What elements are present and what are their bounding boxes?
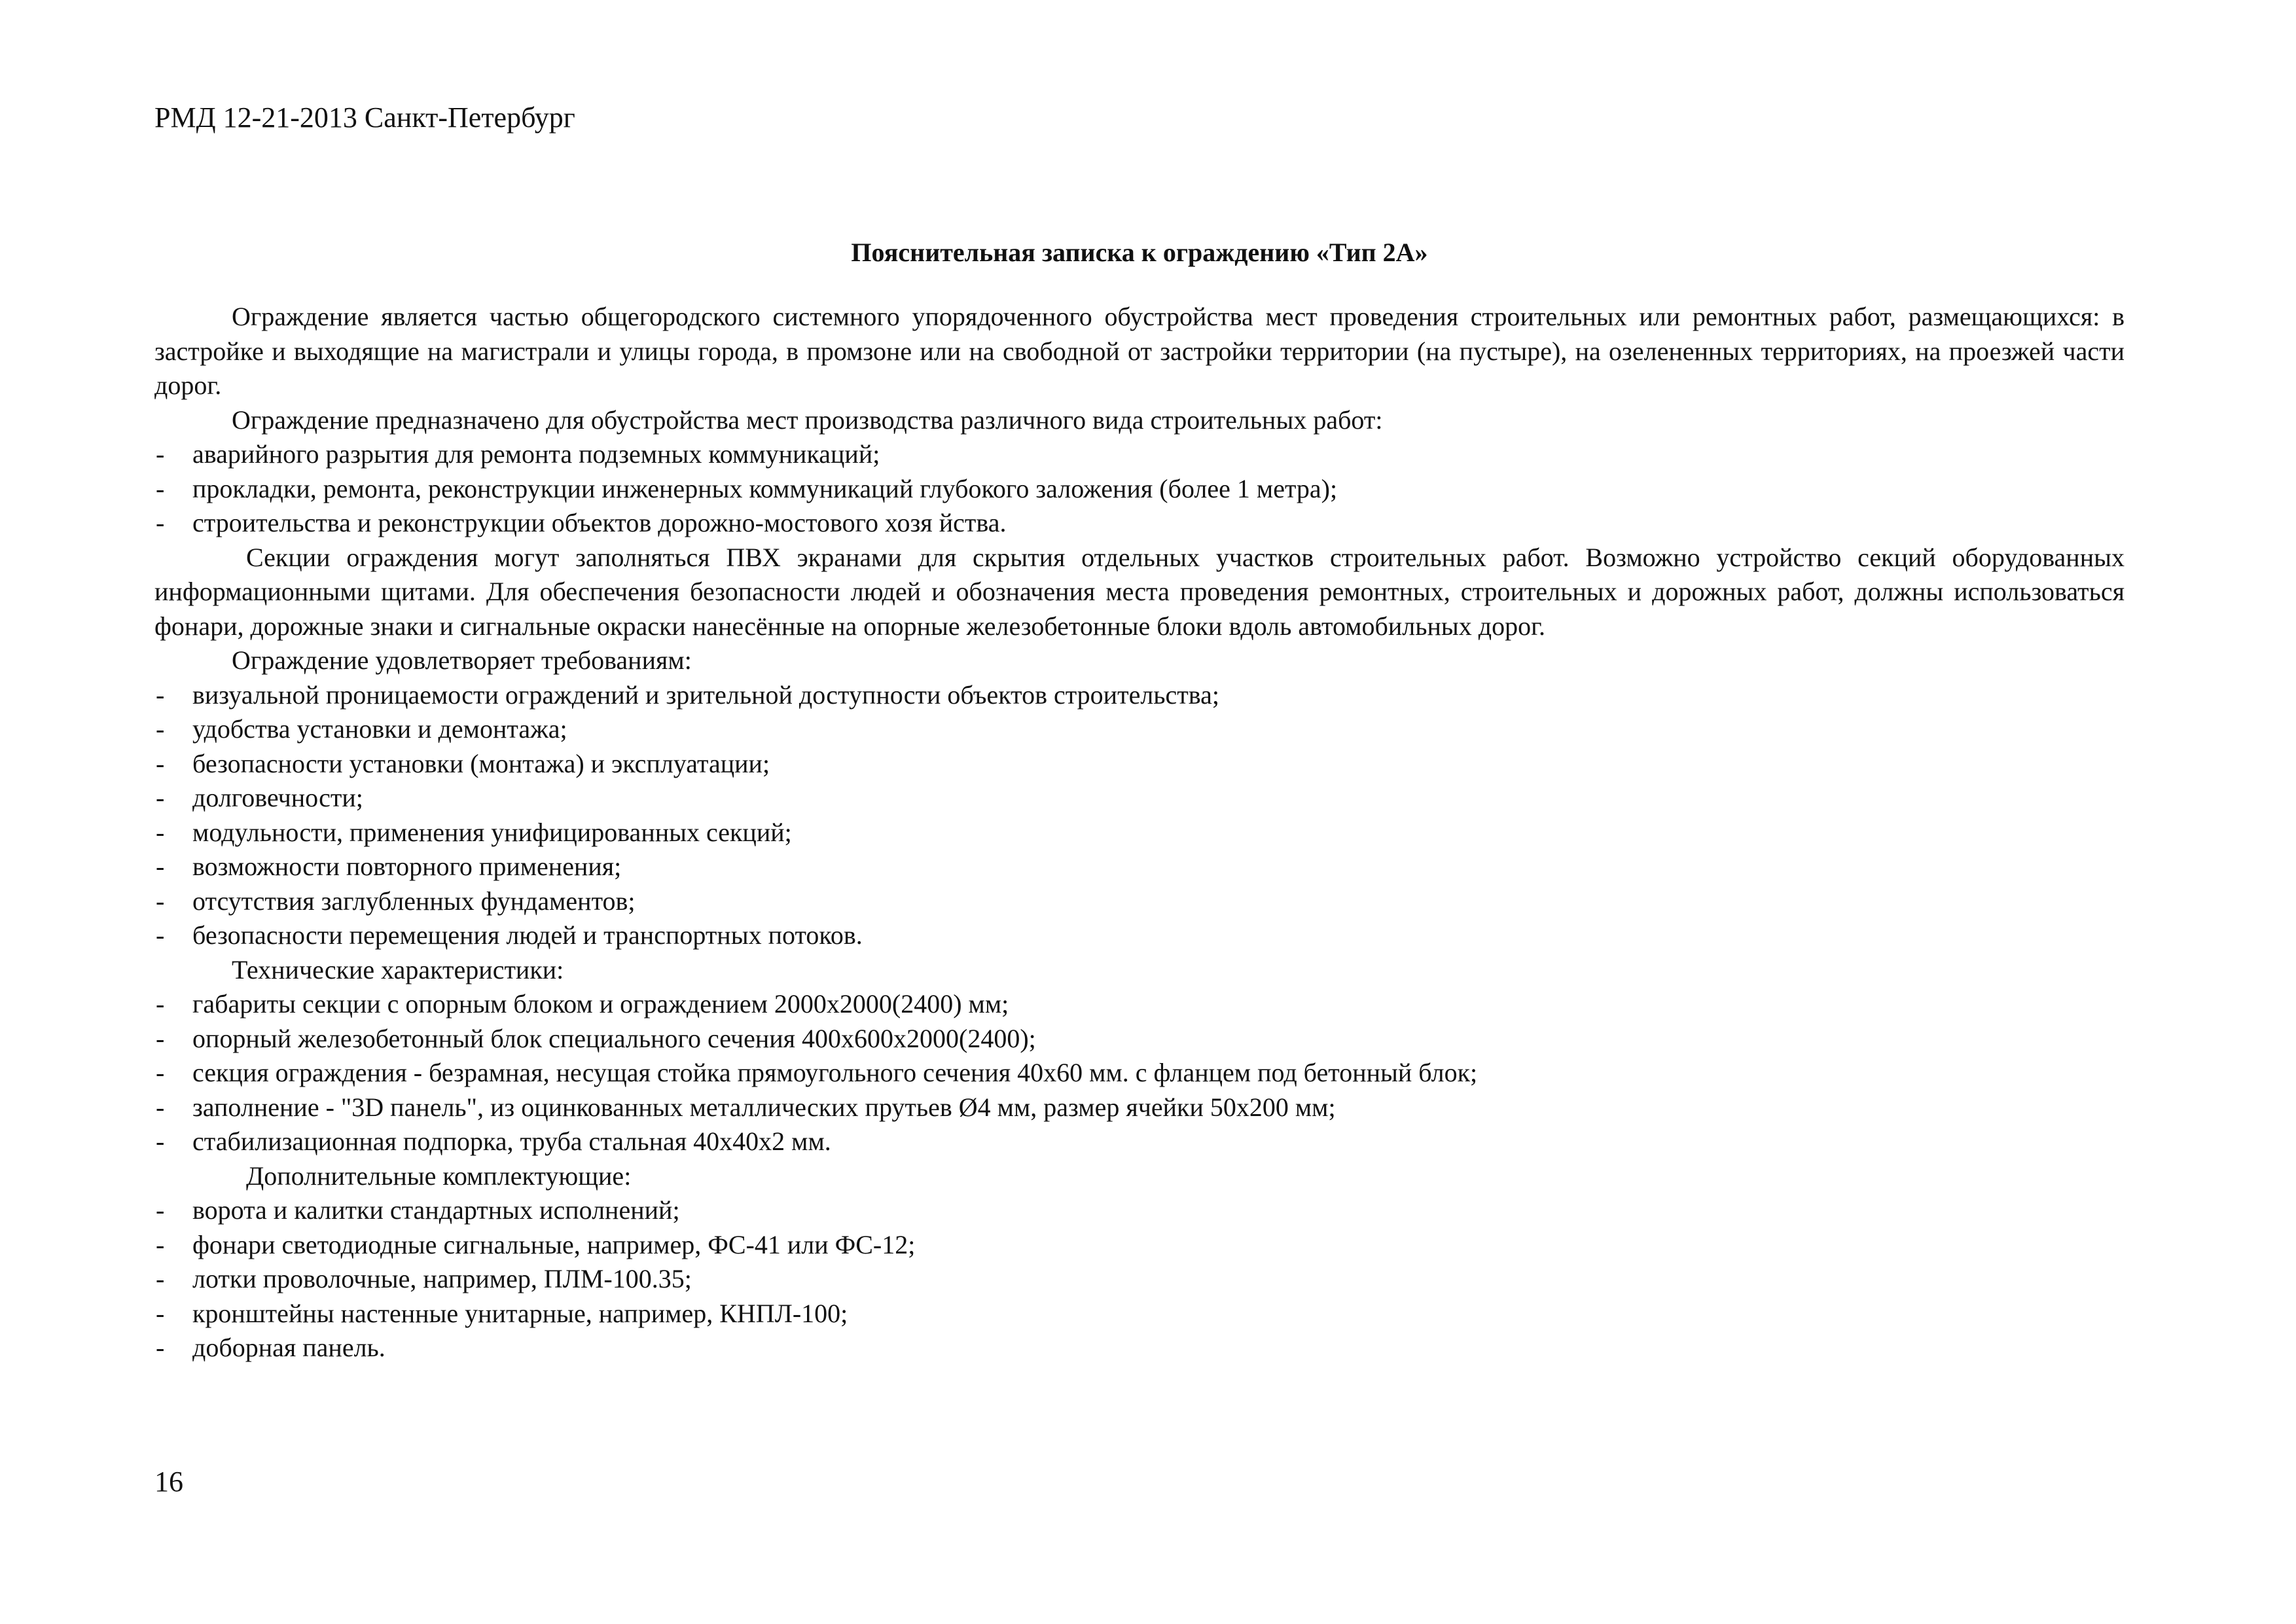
list-item: - безопасности перемещения людей и транспортных потоков. — [154, 918, 2125, 953]
purpose-lead: Ограждение предназначено для обустройства мест производства различного вида строительных работ: — [232, 405, 1383, 435]
bullet-dash: - — [156, 748, 165, 778]
list-item: - возможности повторного применения; — [154, 850, 2125, 884]
list-item: - отсутствия заглубленных фундаментов; — [154, 884, 2125, 919]
list-item: - кронштейны настенные унитарные, например, КНПЛ-100; — [154, 1297, 2125, 1331]
list-item: - аварийного разрытия для ремонта подземных коммуникаций; — [154, 437, 2125, 472]
list-item: - опорный железобетонный блок специального сечения 400х600х2000(2400); — [154, 1022, 2125, 1056]
list-item: - фонари светодиодные сигнальные, например, ФС-41 или ФС-12; — [154, 1228, 2125, 1263]
list-item: - прокладки, ремонта, реконструкции инженерных коммуникаций глубокого заложения (более 1 метра); — [154, 472, 2125, 507]
bullet-dash: - — [156, 817, 165, 847]
bullet-dash: - — [156, 1333, 165, 1362]
list-item: - секция ограждения - безрамная, несущая стойка прямоугольного сечения 40х60 мм. с фланцем под бетонный блок; — [154, 1056, 2125, 1091]
bullet-dash: - — [156, 1195, 165, 1225]
bullet-dash: - — [156, 783, 165, 812]
bullet-dash: - — [156, 508, 165, 537]
bullet-dash: - — [156, 920, 165, 950]
bullet-dash: - — [156, 439, 165, 469]
bullet-dash: - — [156, 1058, 165, 1087]
list-item: - строительства и реконструкции объектов дорожно-мостового хозя йства. — [154, 506, 2125, 541]
bullet-dash: - — [156, 989, 165, 1019]
accessories-list — [154, 1193, 2125, 1365]
bullet-dash: - — [156, 714, 165, 744]
list-item: - доборная панель. — [154, 1331, 2125, 1365]
list-item: - безопасности установки (монтажа) и эксплуатации; — [154, 747, 2125, 782]
bullet-dash: - — [156, 1127, 165, 1156]
list-item: - стабилизационная подпорка, труба стальная 40х40х2 мм. — [154, 1125, 2125, 1159]
document-body — [154, 300, 2125, 1365]
list-item: - ворота и калитки стандартных исполнений; — [154, 1193, 2125, 1228]
specs-lead: Технические характеристики: — [232, 954, 564, 984]
list-item: - габариты секции с опорным блоком и ограждением 2000х2000(2400) мм; — [154, 987, 2125, 1022]
page-number: 16 — [154, 1466, 183, 1498]
bullet-dash: - — [156, 852, 165, 881]
bullet-dash: - — [156, 473, 165, 503]
page-title: Пояснительная записка к ограждению «Тип 2А» — [851, 238, 1428, 267]
bullet-dash: - — [156, 1023, 165, 1053]
specs-list — [154, 987, 2125, 1159]
list-item: - модульности, применения унифицированных секций; — [154, 816, 2125, 850]
document-header: РМД 12-21-2013 Санкт-Петербург — [154, 101, 575, 134]
bullet-dash: - — [156, 886, 165, 916]
list-item: - долговечности; — [154, 781, 2125, 816]
sections-paragraph: Секции ограждения могут заполняться ПВХ экранами для скрытия отдельных участков строительных работ. Возможно устройство секций оборудованных информационными щитами. Для обеспечения безопасности людей и обозначения места проведения ремонтных, строительных и дорожных работ, должны использоваться фонари, дорожные знаки и сигнальные окраски нанесённые на опорные железобетонные блоки вдоль автомобильных дорог. — [154, 542, 2125, 641]
requirements-list — [154, 678, 2125, 953]
intro-paragraph: Ограждение является частью общегородского системного упорядоченного обустройства мест проведения строительных или ремонтных работ, размещающихся: в застройке и выходящие на магистрали и улицы города, в промзоне или на свободной от застройки территории (на пустыре), на озелененных территориях, на проезжей части дорог. — [154, 302, 2125, 400]
bullet-dash: - — [156, 1264, 165, 1293]
bullet-dash: - — [156, 1092, 165, 1122]
list-item: - заполнение - "3D панель", из оцинкованных металлических прутьев Ø4 мм, размер ячейки 50х200 мм; — [154, 1091, 2125, 1125]
requirements-lead: Ограждение удовлетворяет требованиям: — [232, 645, 692, 675]
bullet-dash: - — [156, 1229, 165, 1259]
list-item: - визуальной проницаемости ограждений и зрительной доступности объектов строительства; — [154, 678, 2125, 713]
bullet-dash: - — [156, 679, 165, 710]
list-item: - лотки проволочные, например, ПЛМ-100.35; — [154, 1262, 2125, 1297]
accessories-lead: Дополнительные комплектующие: — [246, 1161, 632, 1191]
list-item: - удобства установки и демонтажа; — [154, 712, 2125, 747]
purpose-list — [154, 437, 2125, 541]
bullet-dash: - — [156, 1298, 165, 1328]
